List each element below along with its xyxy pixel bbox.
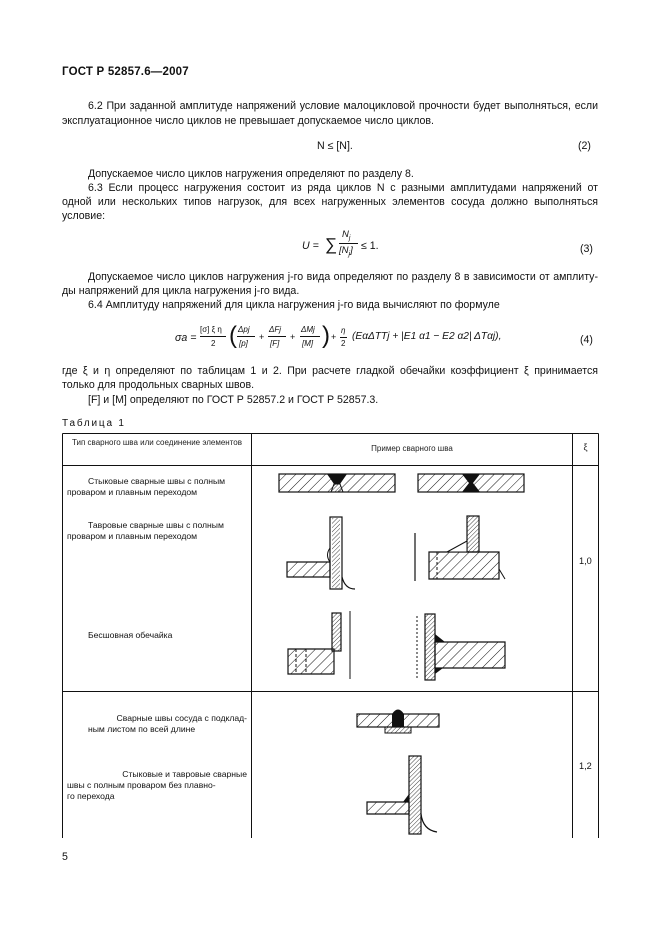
no-smooth-transition-figure	[365, 754, 445, 834]
paragraph-after-eq3-line-2: ды напряжений для цикла нагружения j-го вида.	[62, 285, 300, 297]
eq4-frac2-bottom: [p]	[239, 339, 248, 348]
paragraph-6-4: 6.4 Амплитуду напряжений для цикла нагружения j-го вида вычисляют по формуле	[88, 299, 500, 311]
equation-2-number: (2)	[578, 140, 591, 152]
eq3-fraction-bar	[339, 243, 358, 244]
eq4-rest: (EαΔTTj + |E1 α1 − E2 α2| ΔTαj),	[352, 331, 502, 342]
eq3-sum-symbol: ∑	[325, 235, 338, 254]
paragraph-after-eq3-line-1: Допускаемое число циклов нагружения j-го вида определяют по разделу 8 в зависимости от амплиту-	[88, 271, 598, 283]
eq4-frac5-bottom: 2	[341, 339, 346, 348]
eq4-frac1-bar	[200, 336, 226, 337]
equation-3-number: (3)	[580, 243, 593, 255]
paragraph-6-3-line-2: одной или нескольких типов нагрузок, для всех нагруженных элементов сосуда должно выполняться	[62, 196, 598, 208]
xi-value-group-2: 1,2	[579, 761, 592, 771]
paragraph-6-2-line-2: эксплуатационное число циклов не превышает допускаемое число циклов.	[62, 115, 435, 127]
paragraph-after-eq2: Допускаемое число циклов нагружения определяют по разделу 8.	[88, 168, 414, 180]
eq4-paren-open: (	[229, 322, 237, 349]
eq4-frac4-bottom: [M]	[302, 339, 314, 348]
row-label-seamless-shell: Бесшовная обечайка	[88, 630, 173, 640]
backing-strip-figure	[355, 709, 445, 739]
row-label-backing-strip: Сварные швы сосуда с подклад- ным листом по всей длине	[88, 713, 247, 734]
eq4-frac4-top: ΔMj	[301, 325, 315, 334]
table-caption: Таблица 1	[62, 418, 126, 429]
butt-weld-figure-1	[278, 472, 398, 496]
eq4-frac2-top: Δpj	[238, 325, 250, 334]
seamless-shell-figure-1	[284, 611, 364, 681]
eq4-frac5-top: η	[341, 326, 346, 335]
eq4-frac3-top: ΔFj	[269, 325, 282, 334]
paragraph-6-3-line-1: 6.3 Если процесс нагружения состоит из ряда циклов N с разными амплитудами напряжений от	[88, 182, 598, 194]
eq4-frac1-bottom: 2	[211, 339, 216, 348]
tee-weld-figure-2	[409, 513, 509, 583]
paragraph-f-m: [F] и [M] определяют по ГОСТ Р 52857.2 и ГОСТ Р 52857.3.	[88, 394, 379, 406]
xi-value-group-1: 1,0	[579, 556, 592, 566]
table-header-example: Пример сварного шва	[371, 444, 453, 453]
paragraph-xi-line-1: где ξ и η определяют по таблицам 1 и 2. При расчете гладкой обечайки коэффициент ξ принимается	[62, 365, 598, 377]
seamless-shell-figure-2	[409, 612, 509, 684]
table-header-xi: ξ	[583, 442, 588, 452]
eq4-frac5-bar	[340, 337, 347, 338]
paragraph-6-3-line-3: условие:	[62, 210, 106, 222]
eq4-plus-1: +	[259, 332, 265, 342]
page-number: 5	[62, 851, 68, 863]
eq3-denominator: $[N_j]$	[339, 245, 353, 258]
eq3-numerator: $N_j$	[342, 229, 351, 242]
eq4-lhs: σa =	[175, 332, 197, 344]
eq4-frac1-top: [σ] ξ η	[200, 325, 222, 334]
equation-4-number: (4)	[580, 334, 593, 346]
row-label-tee-weld: Тавровые сварные швы с полным проваром и плавным переходом	[67, 520, 224, 541]
table-header-weld-type: Тип сварного шва или соединение элементов	[71, 438, 242, 447]
eq4-paren-close: )	[322, 322, 330, 349]
row-label-no-smooth-transition: Стыковые и тавровые сварные швы с полным проваром без плавно- го перехода	[67, 769, 247, 801]
eq4-plus-2: +	[290, 332, 296, 342]
paragraph-6-2-line-1: 6.2 При заданной амплитуде напряжений условие малоцикловой прочности будет выполняться, если	[88, 100, 598, 112]
eq4-frac3-bar	[268, 336, 286, 337]
paragraph-xi-line-2: только для продольных сварных швов.	[62, 379, 255, 391]
equation-2: N ≤ [N].	[317, 140, 353, 152]
eq3-tail: ≤ 1.	[361, 240, 379, 252]
eq4-plus-3: +	[331, 332, 337, 342]
tee-weld-figure-1	[285, 515, 360, 590]
eq3-lhs: U =	[302, 240, 319, 252]
eq4-frac2-bar	[237, 336, 255, 337]
row-label-butt-weld: Стыковые сварные швы с полным проваром и плавным переходом	[67, 476, 226, 497]
eq4-frac3-bottom: [F]	[270, 339, 280, 348]
butt-weld-figure-2	[417, 472, 527, 496]
document-header: ГОСТ Р 52857.6—2007	[62, 66, 189, 78]
eq4-frac4-bar	[300, 336, 320, 337]
